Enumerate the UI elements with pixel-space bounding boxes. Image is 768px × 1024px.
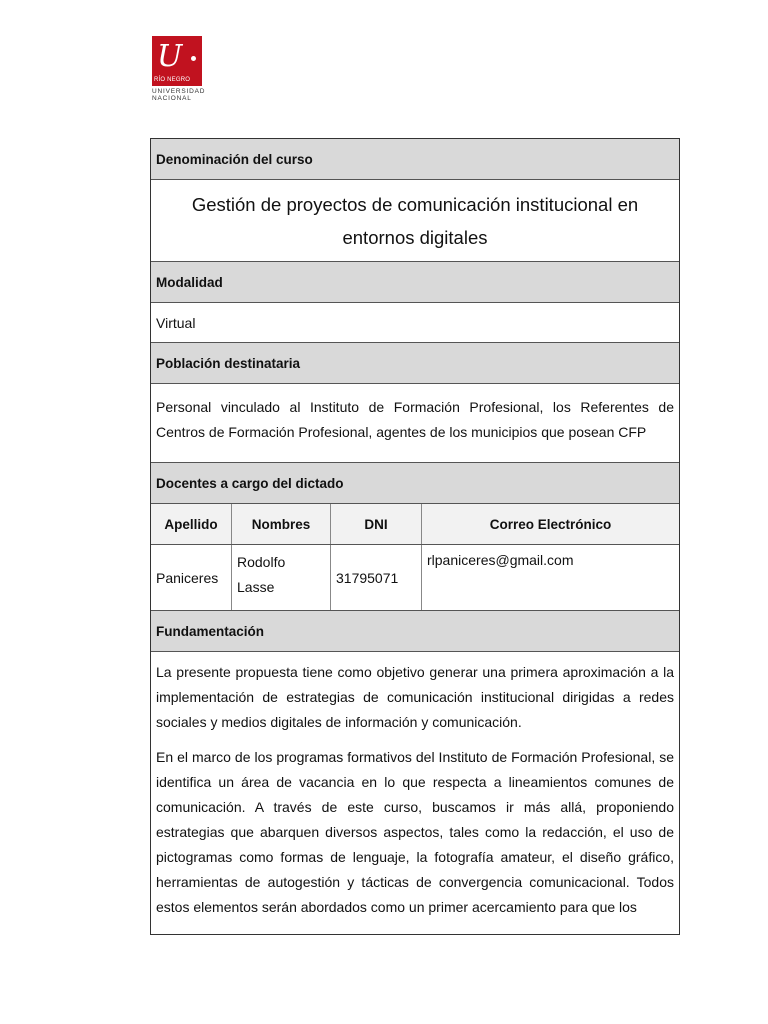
- teachers-table-header: [151, 504, 679, 545]
- rationale-paragraph-1: La presente propuesta tiene como objetivo generar una primera aproximación a la implementación de estrategias de comunicación institucional dirigidas a redes sociales y medios digitales de información y comunicación.: [156, 664, 674, 730]
- dni-text: 31795071: [336, 569, 399, 586]
- names-text: Rodolfo Lasse: [237, 554, 286, 595]
- course-title: Gestión de proyectos de comunicación institucional en entornos digitales: [151, 180, 679, 262]
- logo-letter: U: [157, 39, 183, 74]
- logo-dot-icon: [191, 56, 196, 61]
- cell-names: [232, 545, 331, 610]
- logo-emblem: [152, 36, 202, 86]
- modality-value: Virtual: [151, 303, 679, 343]
- col-surname: Apellido: [151, 504, 232, 544]
- audience-header: Población destinataria: [151, 343, 679, 384]
- cell-surname: [151, 545, 232, 610]
- table-row: [151, 545, 679, 611]
- surname-text: Paniceres: [156, 569, 219, 586]
- cell-email: [422, 545, 679, 610]
- col-names: Nombres: [232, 504, 331, 544]
- rationale-header: Fundamentación: [151, 611, 679, 652]
- rationale-body: [151, 652, 679, 934]
- col-email: Correo Electrónico: [489, 516, 612, 532]
- logo-text-line1: UNIVERSIDAD: [152, 88, 206, 95]
- audience-text: Personal vinculado al Instituto de Formación Profesional, los Referentes de Centros de Formación Profesional, agentes de los municipios que posean CFP: [156, 399, 674, 440]
- university-logo: [152, 36, 212, 102]
- col-dni: DNI: [331, 504, 422, 544]
- cell-dni: [331, 545, 422, 610]
- rationale-paragraph-2: En el marco de los programas formativos del Instituto de Formación Profesional, se identifica un área de vacancia en lo que respecta a lineamientos comunes de comunicación. A través de este curso, buscamos ir más allá, proponiendo estrategias que abarquen diversos aspectos, tales como la redacción, el uso de pictogramas como formas de lenguaje, la fotografía amateur, el diseño gráfico, herramientas de autogestión y tácticas de convergencia comunicacional. Todos estos elementos serán abordados como un primer acercamiento para que los: [156, 749, 674, 915]
- teachers-header: Docentes a cargo del dictado: [151, 463, 679, 504]
- course-form: [150, 138, 680, 935]
- course-name-header: Denominación del curso: [151, 139, 679, 180]
- email-text: rlpaniceres@gmail.com: [427, 552, 574, 568]
- logo-text-line2: NACIONAL: [152, 95, 192, 102]
- modality-header: Modalidad: [151, 262, 679, 303]
- audience-value: [151, 384, 679, 463]
- logo-place: RÍO NEGRO: [154, 77, 191, 83]
